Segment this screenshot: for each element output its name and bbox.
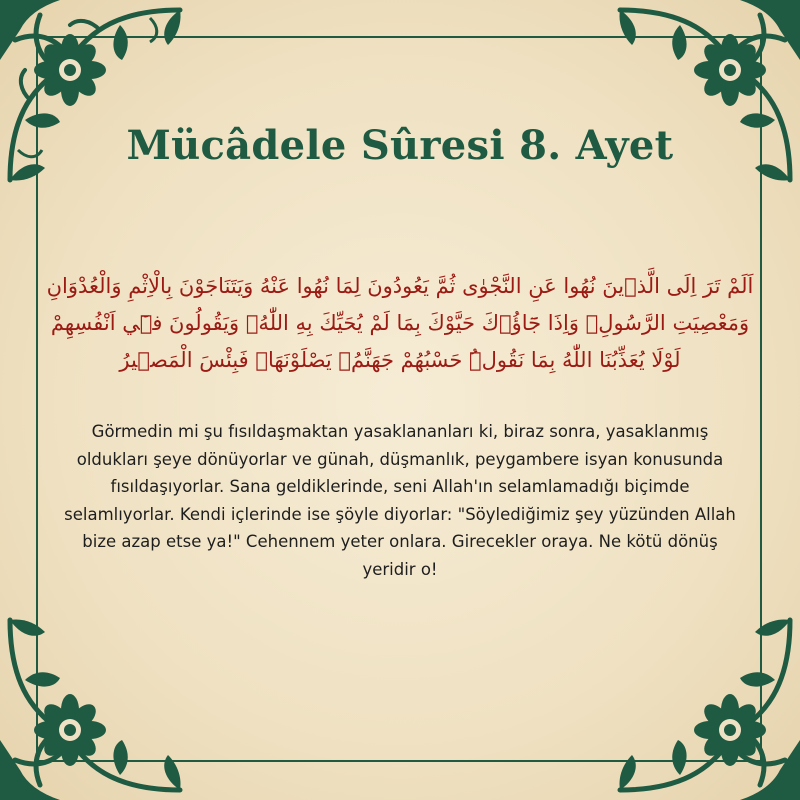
- verse-translation: Görmedin mi şu fısıldaşmaktan yasaklananları ki, biraz sonra, yasaklanmış oldukları şeye dönüyorlar ve günah, düşmanlık, peygambere isyan konusunda fısıldaşıyorlar. Sana geldiklerinde, seni Allah'ın selamlamadığı biçimde selamlıyorlar. Kendi içlerinde ise şöyle diyorlar: "Söylediğimiz şey yüzünden Allah bize azap etse ya!" Cehennem yeter onlara. Girecekler oraya. Ne kötü dönüş yeridir o!: [64, 422, 736, 579]
- floral-corner-icon: [600, 600, 800, 800]
- arabic-verse: اَلَمْ تَرَ اِلَى الَّذ۪ينَ نُهُوا عَنِ النَّجْوٰى ثُمَّ يَعُودُونَ لِمَا نُهُوا عَنْهُ وَيَتَنَاجَوْنَ بِالْاِثْمِ وَالْعُدْوَانِ وَمَعْصِيَتِ الرَّسُولِۘ وَاِذَا جَٓاؤُ۫كَ حَيَّوْكَ بِمَا لَمْ يُحَيِّكَ بِهِ اللّٰهُۙ وَيَقُولُونَ ف۪ٓي اَنْفُسِهِمْ لَوْلَا يُعَذِّبُنَا اللّٰهُ بِمَا نَقُولُۜ حَسْبُهُمْ جَهَنَّمُۚ يَصْلَوْنَهَاۚ فَبِئْسَ الْمَص۪يرُ: [46, 274, 754, 372]
- floral-corner-icon: [0, 600, 200, 800]
- floral-corner-icon: [0, 0, 200, 200]
- floral-corner-icon: [600, 0, 800, 200]
- page-title: Mücâdele Sûresi 8. Ayet: [126, 122, 674, 169]
